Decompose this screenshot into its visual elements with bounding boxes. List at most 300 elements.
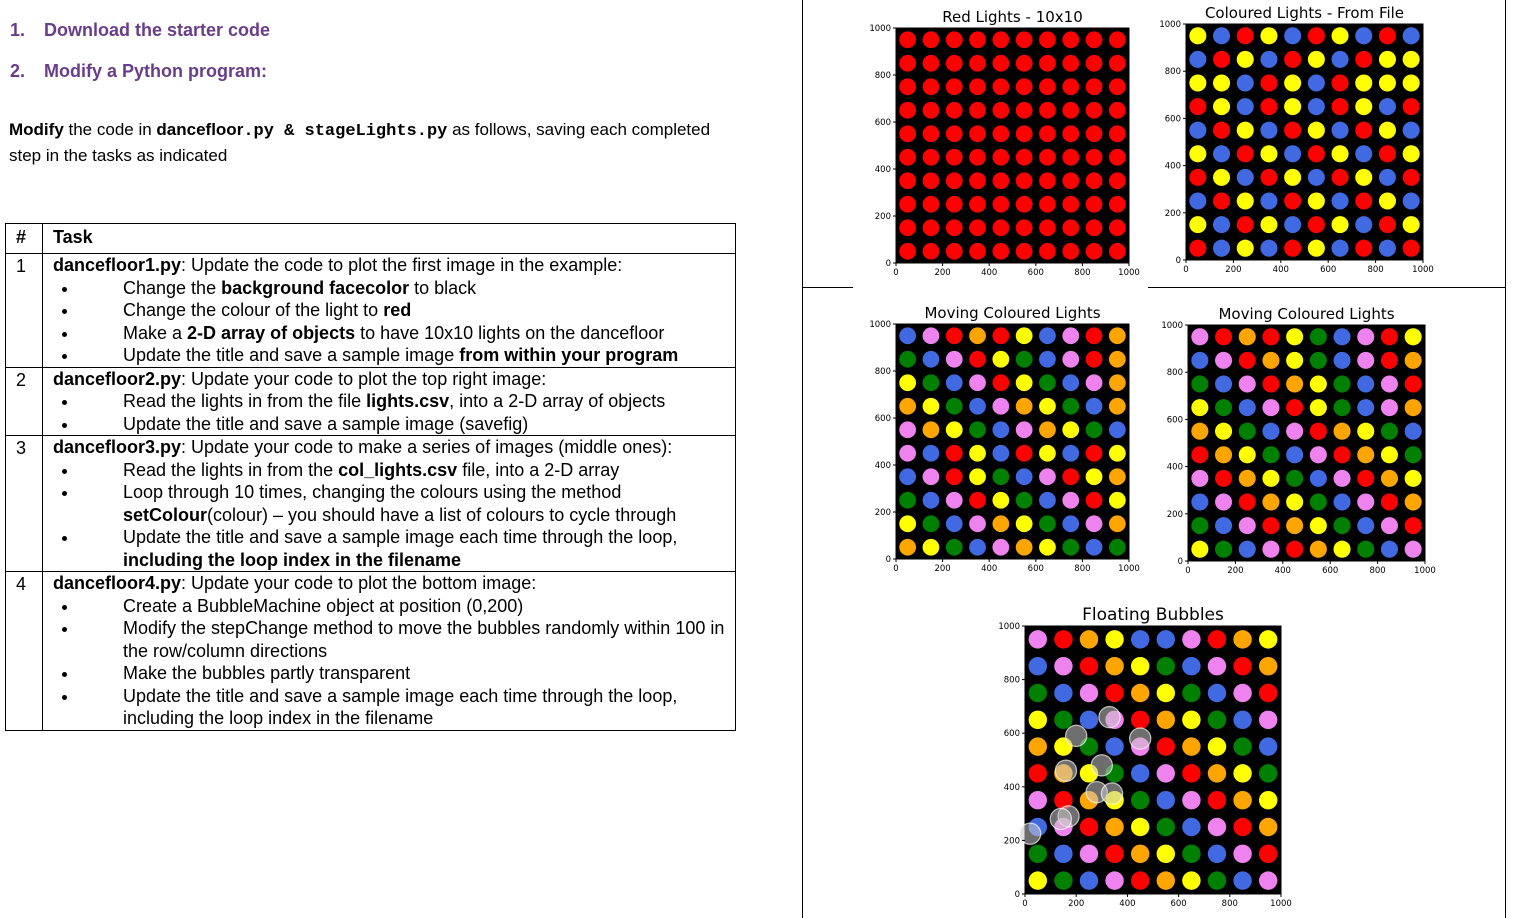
light-point [923, 445, 940, 462]
light-point [1182, 791, 1200, 809]
light-point [1039, 421, 1056, 438]
bullet-bold-text: including the loop index in the filename [123, 549, 462, 570]
y-tick-label: 800 [1164, 67, 1181, 78]
light-point [1029, 871, 1047, 889]
light-point [1191, 446, 1208, 463]
light-point [1233, 711, 1251, 729]
light-point [1284, 122, 1301, 139]
light-point [1308, 145, 1325, 162]
intro-paragraph [9, 118, 739, 168]
light-point [1286, 399, 1303, 416]
light-point [992, 102, 1009, 119]
light-point [992, 243, 1009, 260]
light-point [1308, 51, 1325, 68]
light-point [1403, 145, 1420, 162]
light-point [1131, 657, 1149, 675]
light-point [1016, 31, 1033, 48]
light-point [1259, 737, 1277, 755]
y-tick-label: 1000 [1159, 20, 1181, 30]
task-bullet [79, 617, 735, 662]
light-point [1213, 216, 1230, 233]
light-point [1381, 399, 1398, 416]
light-point [1080, 711, 1098, 729]
light-point [1109, 219, 1126, 236]
chart-floating-bubbles [982, 598, 1312, 916]
light-point [1262, 517, 1279, 534]
light-point [1054, 845, 1072, 863]
light-point [1355, 98, 1372, 115]
x-tick-label: 1000 [1270, 899, 1292, 909]
light-point [923, 468, 940, 485]
light-point [1039, 445, 1056, 462]
light-point [1039, 468, 1056, 485]
light-point [1080, 845, 1098, 863]
light-point [1381, 541, 1398, 558]
intro-files-mono: .py & stageLights.py [243, 122, 448, 141]
light-point [1016, 351, 1033, 368]
light-point [1189, 145, 1206, 162]
y-tick-label: 200 [874, 212, 891, 222]
light-point [946, 421, 963, 438]
light-point [923, 374, 940, 391]
light-point [1189, 98, 1206, 115]
light-point [1259, 764, 1277, 782]
light-point [1379, 240, 1396, 257]
light-point [1016, 78, 1033, 95]
light-point [1208, 818, 1226, 836]
task-bullet [79, 481, 735, 526]
light-point [1259, 684, 1277, 702]
bullet-text: Update the title and save a sample image each time through the loop, [123, 527, 678, 547]
light-point [1016, 243, 1033, 260]
light-point [1239, 517, 1256, 534]
light-point [923, 125, 940, 142]
light-point [1208, 791, 1226, 809]
light-point [899, 172, 916, 189]
light-point [1332, 51, 1349, 68]
light-point [1080, 657, 1098, 675]
light-point [1237, 145, 1254, 162]
light-point [1381, 423, 1398, 440]
light-point [1379, 145, 1396, 162]
light-point [1379, 122, 1396, 139]
light-point [899, 539, 916, 556]
light-point [1215, 493, 1232, 510]
light-point [923, 31, 940, 48]
y-tick-label: 400 [1166, 462, 1183, 473]
light-point [923, 78, 940, 95]
light-point [1334, 493, 1351, 510]
y-tick-label: 800 [1003, 675, 1020, 686]
light-point [1182, 711, 1200, 729]
light-point [946, 55, 963, 72]
light-point [992, 327, 1009, 344]
light-point [992, 149, 1009, 166]
task-filename: dancefloor2.py [53, 368, 182, 389]
x-tick-label: 800 [1074, 564, 1091, 574]
light-point [1191, 423, 1208, 440]
light-point [899, 421, 916, 438]
light-point [1308, 98, 1325, 115]
task-bullets [53, 390, 735, 435]
task-bullet [79, 685, 735, 730]
light-point [1357, 446, 1374, 463]
light-point [1355, 192, 1372, 209]
table-row [6, 436, 736, 572]
light-point [899, 515, 916, 532]
task-number: 1 [6, 254, 43, 368]
light-point [1105, 737, 1123, 755]
light-point [992, 492, 1009, 509]
bullet-bold-text: lights.csv [366, 391, 450, 411]
light-point [1054, 657, 1072, 675]
light-point [1284, 27, 1301, 44]
light-point [1191, 541, 1208, 558]
light-point [1259, 711, 1277, 729]
light-point [1029, 684, 1047, 702]
light-point [1029, 737, 1047, 755]
light-point [1334, 423, 1351, 440]
light-point [899, 196, 916, 213]
light-point [1131, 711, 1149, 729]
light-point [1262, 493, 1279, 510]
light-point [1286, 541, 1303, 558]
light-point [992, 539, 1009, 556]
light-point [1310, 493, 1327, 510]
light-point [1405, 517, 1422, 534]
light-point [1086, 219, 1103, 236]
bullet-bold-text: col_lights.csv [338, 459, 458, 480]
light-point [1405, 375, 1422, 392]
light-point [1286, 446, 1303, 463]
y-tick-label: 1000 [869, 24, 891, 34]
x-tick-label: 1000 [1118, 564, 1140, 574]
table-header-row [6, 224, 736, 254]
bubble-point [1066, 725, 1087, 746]
light-point [1208, 711, 1226, 729]
light-point [923, 55, 940, 72]
light-point [1260, 74, 1277, 91]
light-point [1310, 328, 1327, 345]
light-point [1403, 27, 1420, 44]
chart-title: Moving Coloured Lights [924, 304, 1101, 322]
chart-title: Red Lights - 10x10 [942, 8, 1083, 26]
light-point [899, 398, 916, 415]
light-point [1213, 98, 1230, 115]
light-point [1039, 149, 1056, 166]
bubble-point [1130, 728, 1151, 749]
y-tick-label: 0 [1177, 557, 1183, 567]
light-point [1355, 216, 1372, 233]
light-point [1403, 122, 1420, 139]
task-number: 2 [6, 367, 43, 436]
light-point [899, 492, 916, 509]
light-point [1062, 78, 1079, 95]
light-point [992, 78, 1009, 95]
light-point [1080, 684, 1098, 702]
light-point [992, 125, 1009, 142]
light-point [899, 149, 916, 166]
light-point [1262, 375, 1279, 392]
light-point [1237, 240, 1254, 257]
bubble-point [1020, 823, 1041, 844]
light-point [1310, 470, 1327, 487]
light-point [1086, 351, 1103, 368]
light-point [1262, 541, 1279, 558]
task-cell [43, 436, 736, 572]
divider-right [1505, 0, 1506, 918]
light-point [1308, 240, 1325, 257]
light-point [1016, 149, 1033, 166]
light-point [1062, 468, 1079, 485]
light-point [1379, 216, 1396, 233]
light-point [1016, 468, 1033, 485]
light-point [1062, 492, 1079, 509]
light-point [1086, 125, 1103, 142]
light-point [1284, 192, 1301, 209]
light-point [1286, 517, 1303, 534]
light-point [946, 31, 963, 48]
light-point [1260, 169, 1277, 186]
light-point [923, 172, 940, 189]
chart-title: Coloured Lights - From File [1204, 4, 1405, 22]
light-point [1157, 711, 1175, 729]
light-point [1308, 27, 1325, 44]
light-point [1086, 102, 1103, 119]
light-point [1381, 375, 1398, 392]
light-point [1233, 845, 1251, 863]
light-point [1379, 27, 1396, 44]
light-point [1332, 216, 1349, 233]
light-point [1062, 515, 1079, 532]
task-table-body [6, 254, 736, 731]
light-point [992, 31, 1009, 48]
task-heading [53, 254, 735, 277]
light-point [1239, 352, 1256, 369]
light-point [1259, 845, 1277, 863]
light-point [1213, 240, 1230, 257]
light-point [1332, 169, 1349, 186]
light-point [1086, 492, 1103, 509]
bullet-bold-text: red [383, 300, 412, 320]
light-point [1189, 122, 1206, 139]
light-point [992, 398, 1009, 415]
light-point [1310, 399, 1327, 416]
light-point [1334, 399, 1351, 416]
light-point [1332, 122, 1349, 139]
light-point [1357, 399, 1374, 416]
light-point [1233, 657, 1251, 675]
light-point [1262, 352, 1279, 369]
light-point [946, 492, 963, 509]
light-point [1381, 493, 1398, 510]
light-point [1332, 27, 1349, 44]
task-heading [53, 436, 735, 459]
light-point [946, 243, 963, 260]
light-point [1039, 539, 1056, 556]
light-point [1109, 351, 1126, 368]
light-point [1334, 446, 1351, 463]
light-point [1379, 192, 1396, 209]
light-point [1208, 630, 1226, 648]
light-point [1086, 55, 1103, 72]
light-point [1086, 374, 1103, 391]
light-point [1284, 169, 1301, 186]
light-point [1284, 51, 1301, 68]
light-point [1332, 240, 1349, 257]
light-point [1355, 27, 1372, 44]
light-point [1284, 145, 1301, 162]
light-point [1109, 515, 1126, 532]
task-bullet [79, 299, 735, 322]
task-number: 4 [6, 572, 43, 731]
intro-modify: Modify [9, 120, 64, 139]
light-point [1239, 423, 1256, 440]
x-tick-label: 200 [1068, 899, 1085, 909]
light-point [1286, 352, 1303, 369]
light-point [1239, 493, 1256, 510]
light-point [1233, 764, 1251, 782]
x-tick-label: 600 [1170, 899, 1187, 909]
light-point [1080, 871, 1098, 889]
light-point [1062, 539, 1079, 556]
light-point [1310, 446, 1327, 463]
task-bullet [79, 277, 735, 300]
light-point [1086, 539, 1103, 556]
task-bullet [79, 322, 735, 345]
light-point [992, 421, 1009, 438]
light-point [923, 219, 940, 236]
light-point [1157, 630, 1175, 648]
y-tick-label: 400 [1164, 161, 1181, 172]
bullet-text: Change the [123, 277, 222, 298]
light-point [1355, 169, 1372, 186]
light-point [1182, 871, 1200, 889]
light-point [1379, 51, 1396, 68]
y-tick-label: 0 [1175, 256, 1181, 266]
light-point [969, 243, 986, 260]
y-tick-label: 800 [1166, 368, 1183, 379]
light-point [946, 149, 963, 166]
bubble-point [1091, 755, 1112, 776]
bullet-text: Update the title and save a sample image [123, 345, 460, 365]
y-tick-label: 400 [1003, 782, 1020, 793]
light-point [1233, 630, 1251, 648]
light-point [1260, 98, 1277, 115]
table-row [6, 254, 736, 368]
x-tick-label: 600 [1027, 268, 1044, 278]
light-point [1086, 421, 1103, 438]
y-tick-label: 600 [1164, 114, 1181, 125]
light-point [1239, 375, 1256, 392]
light-point [1062, 421, 1079, 438]
light-point [1286, 493, 1303, 510]
light-point [1191, 375, 1208, 392]
bullet-text: Create a BubbleMachine object at position (0,200) [123, 595, 524, 616]
light-point [1191, 399, 1208, 416]
light-point [969, 78, 986, 95]
light-point [1029, 845, 1047, 863]
light-point [1239, 328, 1256, 345]
light-point [1157, 845, 1175, 863]
light-point [1381, 517, 1398, 534]
task-bullet [79, 459, 735, 482]
x-tick-label: 400 [1272, 265, 1289, 275]
light-point [946, 219, 963, 236]
y-tick-label: 1000 [869, 320, 891, 330]
y-tick-label: 800 [874, 367, 891, 377]
light-point [1109, 125, 1126, 142]
step-item [10, 61, 270, 81]
light-point [969, 125, 986, 142]
light-point [1213, 122, 1230, 139]
task-bullet [79, 413, 735, 436]
light-point [1039, 351, 1056, 368]
light-point [1016, 421, 1033, 438]
light-point [992, 445, 1009, 462]
light-point [969, 492, 986, 509]
light-point [1131, 818, 1149, 836]
y-tick-label: 1000 [1161, 321, 1183, 331]
intro-text-end: as follows, saving each completed step in the tasks as indicated [9, 120, 711, 165]
light-point [1131, 764, 1149, 782]
light-point [1310, 517, 1327, 534]
bullet-text: file, into a 2-D array [457, 459, 620, 480]
light-point [992, 55, 1009, 72]
light-point [1403, 240, 1420, 257]
task-heading [53, 368, 735, 391]
light-point [1086, 468, 1103, 485]
light-point [1213, 145, 1230, 162]
light-point [1215, 470, 1232, 487]
light-point [1016, 327, 1033, 344]
y-tick-label: 1000 [998, 622, 1020, 632]
light-point [992, 374, 1009, 391]
light-point [1016, 102, 1033, 119]
light-point [1016, 125, 1033, 142]
light-point [1086, 78, 1103, 95]
light-point [1157, 657, 1175, 675]
light-point [1403, 51, 1420, 68]
bullet-text: Update the title and save a sample image (savefig) [123, 413, 529, 434]
bullet-text: Read the lights in from the file [123, 391, 367, 411]
light-point [1062, 149, 1079, 166]
y-tick-label: 200 [1164, 208, 1181, 219]
light-point [969, 172, 986, 189]
light-point [1039, 102, 1056, 119]
table-row [6, 367, 736, 436]
light-point [1405, 352, 1422, 369]
light-point [1054, 630, 1072, 648]
light-point [923, 196, 940, 213]
light-point [1213, 74, 1230, 91]
light-point [1237, 74, 1254, 91]
light-point [1259, 657, 1277, 675]
light-point [1308, 122, 1325, 139]
light-point [1381, 328, 1398, 345]
light-point [1262, 446, 1279, 463]
y-tick-label: 400 [874, 461, 891, 471]
light-point [1379, 74, 1396, 91]
light-point [1062, 125, 1079, 142]
light-point [1039, 31, 1056, 48]
light-point [946, 351, 963, 368]
light-point [1357, 375, 1374, 392]
light-point [1239, 470, 1256, 487]
chart-moving-lights-1 [855, 298, 1145, 583]
light-point [1233, 737, 1251, 755]
light-point [1215, 328, 1232, 345]
